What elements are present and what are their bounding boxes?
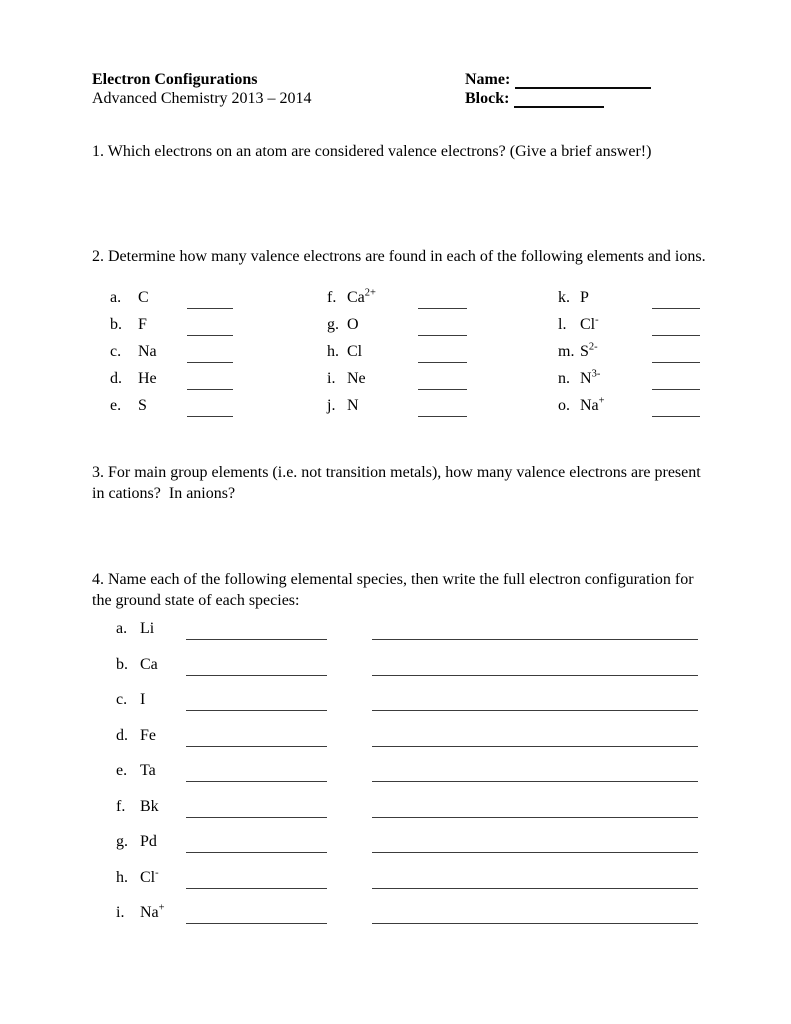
item-letter: h. [327,343,339,360]
name-answer-blank [186,654,327,676]
element-symbol: Li [140,620,155,637]
element-symbol: N [347,397,359,414]
charge-superscript: 2- [588,341,598,353]
species-row [116,618,698,654]
element-symbol: Pd [140,833,157,850]
charge-superscript: 2+ [364,287,376,299]
element-row [110,288,233,315]
element-symbol: S [138,397,147,414]
element-symbol: P [580,289,589,306]
element-symbol: $Ca^{2+}$ [347,287,376,306]
element-row [110,342,233,369]
item-letter: b. [110,316,122,333]
item-letter: i. [327,370,336,387]
name-answer-blank [186,760,327,782]
species-row [116,760,698,796]
species-row [116,654,698,690]
question-3-line1: 3. For main group elements (i.e. not transition metals), how many valence electrons are present [92,464,701,481]
species-row [116,902,698,938]
item-letter: c. [116,691,128,708]
configuration-answer-blank [372,760,698,782]
element-row [558,369,700,396]
element-row [110,396,233,423]
item-letter: c. [110,343,122,360]
element-symbol: Ta [140,762,156,779]
name-row [465,70,651,89]
charge-superscript: + [158,902,165,914]
item-letter: m. [558,343,575,360]
answer-blank [418,288,467,309]
species-row [116,796,698,832]
block-blank [514,91,604,108]
element-row [327,342,467,369]
item-letter: n. [558,370,570,387]
question-2: 2. Determine how many valence electrons are found in each of the following elements and ions. [92,248,706,265]
page-title: Electron Configurations [92,71,258,88]
charge-superscript: - [155,867,159,879]
element-row [558,396,700,423]
element-row [558,288,700,315]
name-answer-blank [186,831,327,853]
element-row [110,315,233,342]
answer-blank [187,396,233,417]
charge-superscript: - [595,314,599,326]
element-row [110,369,233,396]
item-letter: e. [110,397,122,414]
item-letter: b. [116,655,128,673]
q2-column-2 [327,288,467,423]
element-symbol: He [138,370,157,387]
item-letter: e. [116,762,128,779]
answer-blank [187,315,233,336]
answer-blank [418,369,467,390]
charge-superscript: + [598,395,605,407]
answer-blank [187,369,233,390]
item-letter: d. [110,370,122,387]
element-symbol: C [138,289,149,306]
answer-blank [652,396,700,417]
configuration-answer-blank [372,902,698,924]
question-1: 1. Which electrons on an atom are considered valence electrons? (Give a brief answer!) [92,143,652,160]
element-symbol: Ne [347,370,366,387]
item-letter: a. [116,620,128,637]
item-letter: g. [327,316,339,333]
block-label: Block: [465,90,510,107]
element-row [327,369,467,396]
block-row [465,89,651,108]
element-symbol: Cl- [580,314,599,333]
answer-blank [652,342,700,363]
configuration-answer-blank [372,867,698,889]
element-row [327,396,467,423]
configuration-answer-blank [372,725,698,747]
answer-blank [418,342,467,363]
answer-blank [187,288,233,309]
element-symbol: I [140,691,146,708]
name-answer-blank [186,867,327,889]
element-row [327,288,467,315]
name-answer-blank [186,618,327,640]
page-subtitle: Advanced Chemistry 2013 – 2014 [92,90,312,107]
configuration-answer-blank [372,654,698,676]
element-symbol: Cl- [140,867,159,886]
answer-blank [652,315,700,336]
item-letter: g. [116,833,128,850]
species-row [116,725,698,761]
question-4-line2: the ground state of each species: [92,592,300,609]
answer-blank [652,288,700,309]
answer-blank [418,396,467,417]
name-answer-blank [186,725,327,747]
element-symbol: Fe [140,726,156,744]
q2-column-1 [110,288,233,423]
name-answer-blank [186,796,327,818]
name-label: Name: [465,71,511,88]
name-blank [515,72,651,89]
question-4 [92,569,694,611]
answer-blank [418,315,467,336]
element-row [558,342,700,369]
answer-blank [652,369,700,390]
item-letter: d. [116,726,128,744]
configuration-answer-blank [372,689,698,711]
q2-column-3 [558,288,700,423]
element-symbol: F [138,316,147,333]
configuration-answer-blank [372,831,698,853]
item-letter: i. [116,904,125,921]
item-letter: f. [116,797,126,815]
item-letter: o. [558,397,570,414]
item-letter: a. [110,289,122,306]
element-symbol: O [347,316,359,333]
element-symbol: Cl [347,343,363,360]
item-letter: k. [558,289,570,306]
species-row [116,867,698,903]
element-symbol: Bk [140,797,159,815]
header [92,70,312,108]
question-4-line1: 4. Name each of the following elemental species, then write the full electron configuration for [92,571,694,588]
answer-blank [187,342,233,363]
species-row [116,689,698,725]
element-symbol: Ca [140,655,158,673]
element-symbol: Na [138,343,157,360]
name-answer-blank [186,689,327,711]
element-symbol: Na+ [140,902,165,921]
name-answer-blank [186,902,327,924]
item-letter: h. [116,868,128,886]
configuration-answer-blank [372,796,698,818]
element-row [558,315,700,342]
question-3-line2: in cations? In anions? [92,485,236,502]
item-letter: j. [327,397,336,414]
element-symbol: $S^{2-}$ [580,341,598,360]
item-letter: l. [558,316,567,333]
species-row [116,831,698,867]
q4-rows [116,618,698,938]
item-letter: f. [327,289,337,306]
question-3 [92,462,701,504]
configuration-answer-blank [372,618,698,640]
element-symbol: $N^{3-}$ [580,368,601,387]
name-block-area [465,70,651,108]
element-symbol: Na+ [580,395,605,414]
charge-superscript: 3- [591,368,601,380]
element-row [327,315,467,342]
